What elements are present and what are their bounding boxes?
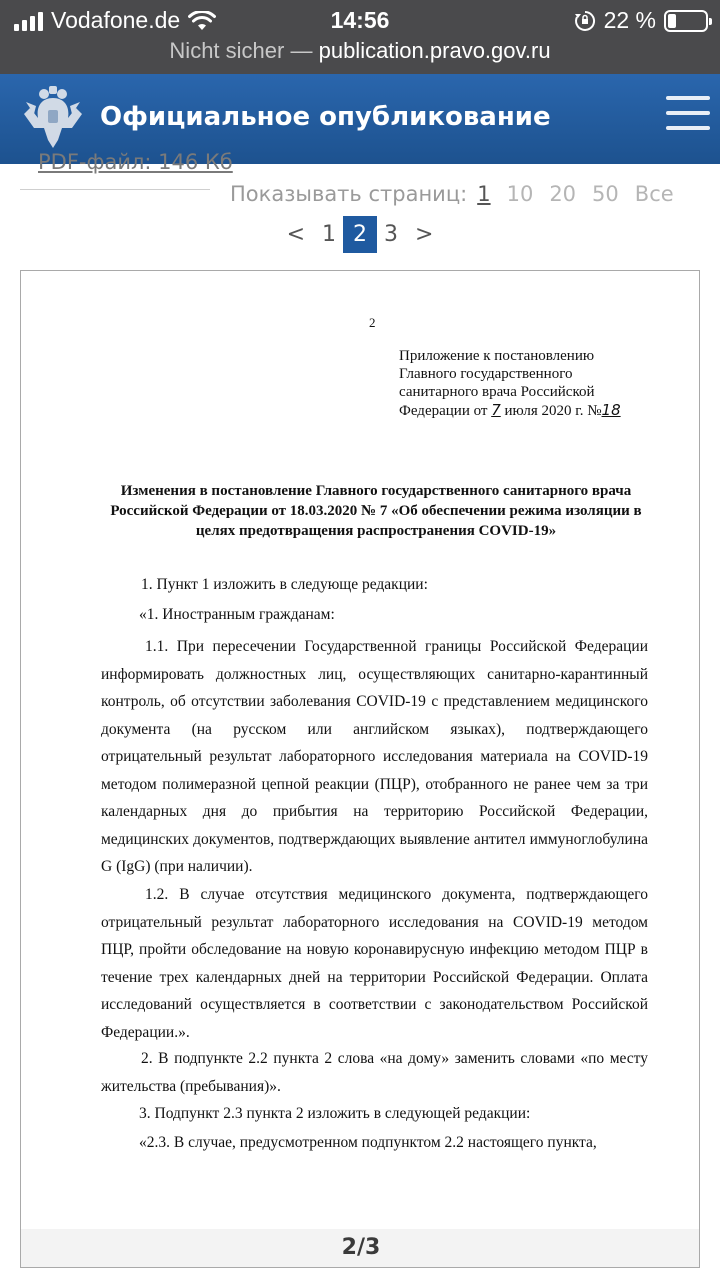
page-indicator-bar — [21, 1229, 700, 1268]
browser-top-bar — [0, 0, 720, 74]
page-size-option-50[interactable]: 50 — [592, 182, 619, 206]
security-warning: Nicht sicher — — [169, 38, 313, 63]
paragraph: 1. Пункт 1 изложить в следующе редакции: — [141, 576, 428, 593]
paragraph: 2. В подпункте 2.2 пункта 2 слова «на дому» заменить словами «по месту жительства (пребывания)». — [101, 1050, 648, 1095]
page-size-option-20[interactable]: 20 — [549, 182, 577, 206]
paragraph: «1. Иностранным гражданам: — [139, 606, 335, 623]
page-size-option-all[interactable]: Все — [634, 182, 674, 206]
status-bar — [0, 5, 720, 35]
appendix-line: Главного государственного — [399, 366, 573, 382]
page-indicator: 2/3 — [341, 1235, 381, 1260]
handwritten-day: 7 — [491, 401, 501, 419]
page-button-2-current[interactable]: 2 — [343, 216, 377, 253]
battery-percent: 22 % — [603, 7, 656, 33]
next-page-button[interactable]: > — [415, 222, 434, 247]
page-button-3[interactable]: 3 — [384, 222, 398, 247]
page-button-1[interactable]: 1 — [322, 222, 336, 247]
appendix-line: Приложение к постановлению — [399, 348, 595, 364]
page-size-selector — [230, 182, 674, 206]
appendix-header — [399, 347, 659, 420]
document-title: Изменения в постановление Главного государственного санитарного врача Российской Федерации от 18.03.2020 № 7 «Об обеспечении режима изоляции в целях предотвращения распространения COVID-19» — [110, 483, 642, 539]
paragraph: 3. Подпункт 2.3 пункта 2 изложить в следующей редакции: — [139, 1105, 531, 1122]
coat-of-arms-icon[interactable] — [22, 84, 84, 150]
paragraph: 1.1. При пересечении Государственной границы Российской Федерации информировать должностных лиц, осуществляющих санитарно-карантинный контроль, об отсутствии заболевания COVID-19 с представлением медицинского документа (на русском или английском языках), подтверждающего отрицательный результат лабораторного исследования материала на COVID-19 методом полимеразной цепной реакции (ПЦР), отобранного не ранее чем за три календарных дня до прибытия на территорию Российской Федерации, медицинских документов, подтверждающих выявление антител иммуноглобулина G (IgG) (при наличии). — [101, 638, 648, 875]
page-size-label: Показывать страниц: — [230, 182, 468, 206]
url-bar[interactable] — [0, 38, 720, 64]
paragraph: 1.2. В случае отсутствия медицинского документа, подтверждающего отрицательный результат лабораторного исследования на COVID-19 методом ПЦР, пройти обследование на новую коронавирусную инфекцию методом ПЦР в течение трех календарных дней на территории Российской Федерации. Оплата исследований осуществляется в соответствии с законодательством Российской Федерации.». — [101, 886, 648, 1041]
carrier-name: Vodafone.de — [51, 7, 181, 33]
clock: 14:56 — [330, 7, 390, 33]
document-viewer[interactable] — [20, 270, 700, 1268]
appendix-date-prefix: Федерации от — [399, 403, 488, 419]
hamburger-menu-icon[interactable] — [666, 96, 710, 130]
page-size-option-1[interactable]: 1 — [477, 182, 491, 206]
divider — [20, 189, 210, 190]
rotation-lock-icon — [574, 10, 596, 32]
pagination — [0, 216, 720, 253]
battery-group — [574, 7, 708, 34]
pdf-file-link[interactable]: PDF-файл: 146 Кб — [38, 150, 233, 174]
appendix-date-mid: июля 2020 г. № — [504, 403, 602, 419]
handwritten-number: 18 — [601, 401, 621, 419]
paragraph: «2.3. В случае, предусмотренном подпунктом 2.2 настоящего пункта, — [139, 1134, 597, 1151]
site-title[interactable]: Официальное опубликование — [100, 102, 551, 132]
url-host: publication.pravo.gov.ru — [318, 38, 551, 63]
appendix-line — [399, 401, 659, 420]
page-size-option-10[interactable]: 10 — [506, 182, 534, 206]
prev-page-button[interactable]: < — [286, 222, 305, 247]
document-page-number: 2 — [369, 315, 376, 330]
appendix-line: санитарного врача Российской — [399, 384, 595, 400]
battery-icon — [664, 10, 708, 32]
